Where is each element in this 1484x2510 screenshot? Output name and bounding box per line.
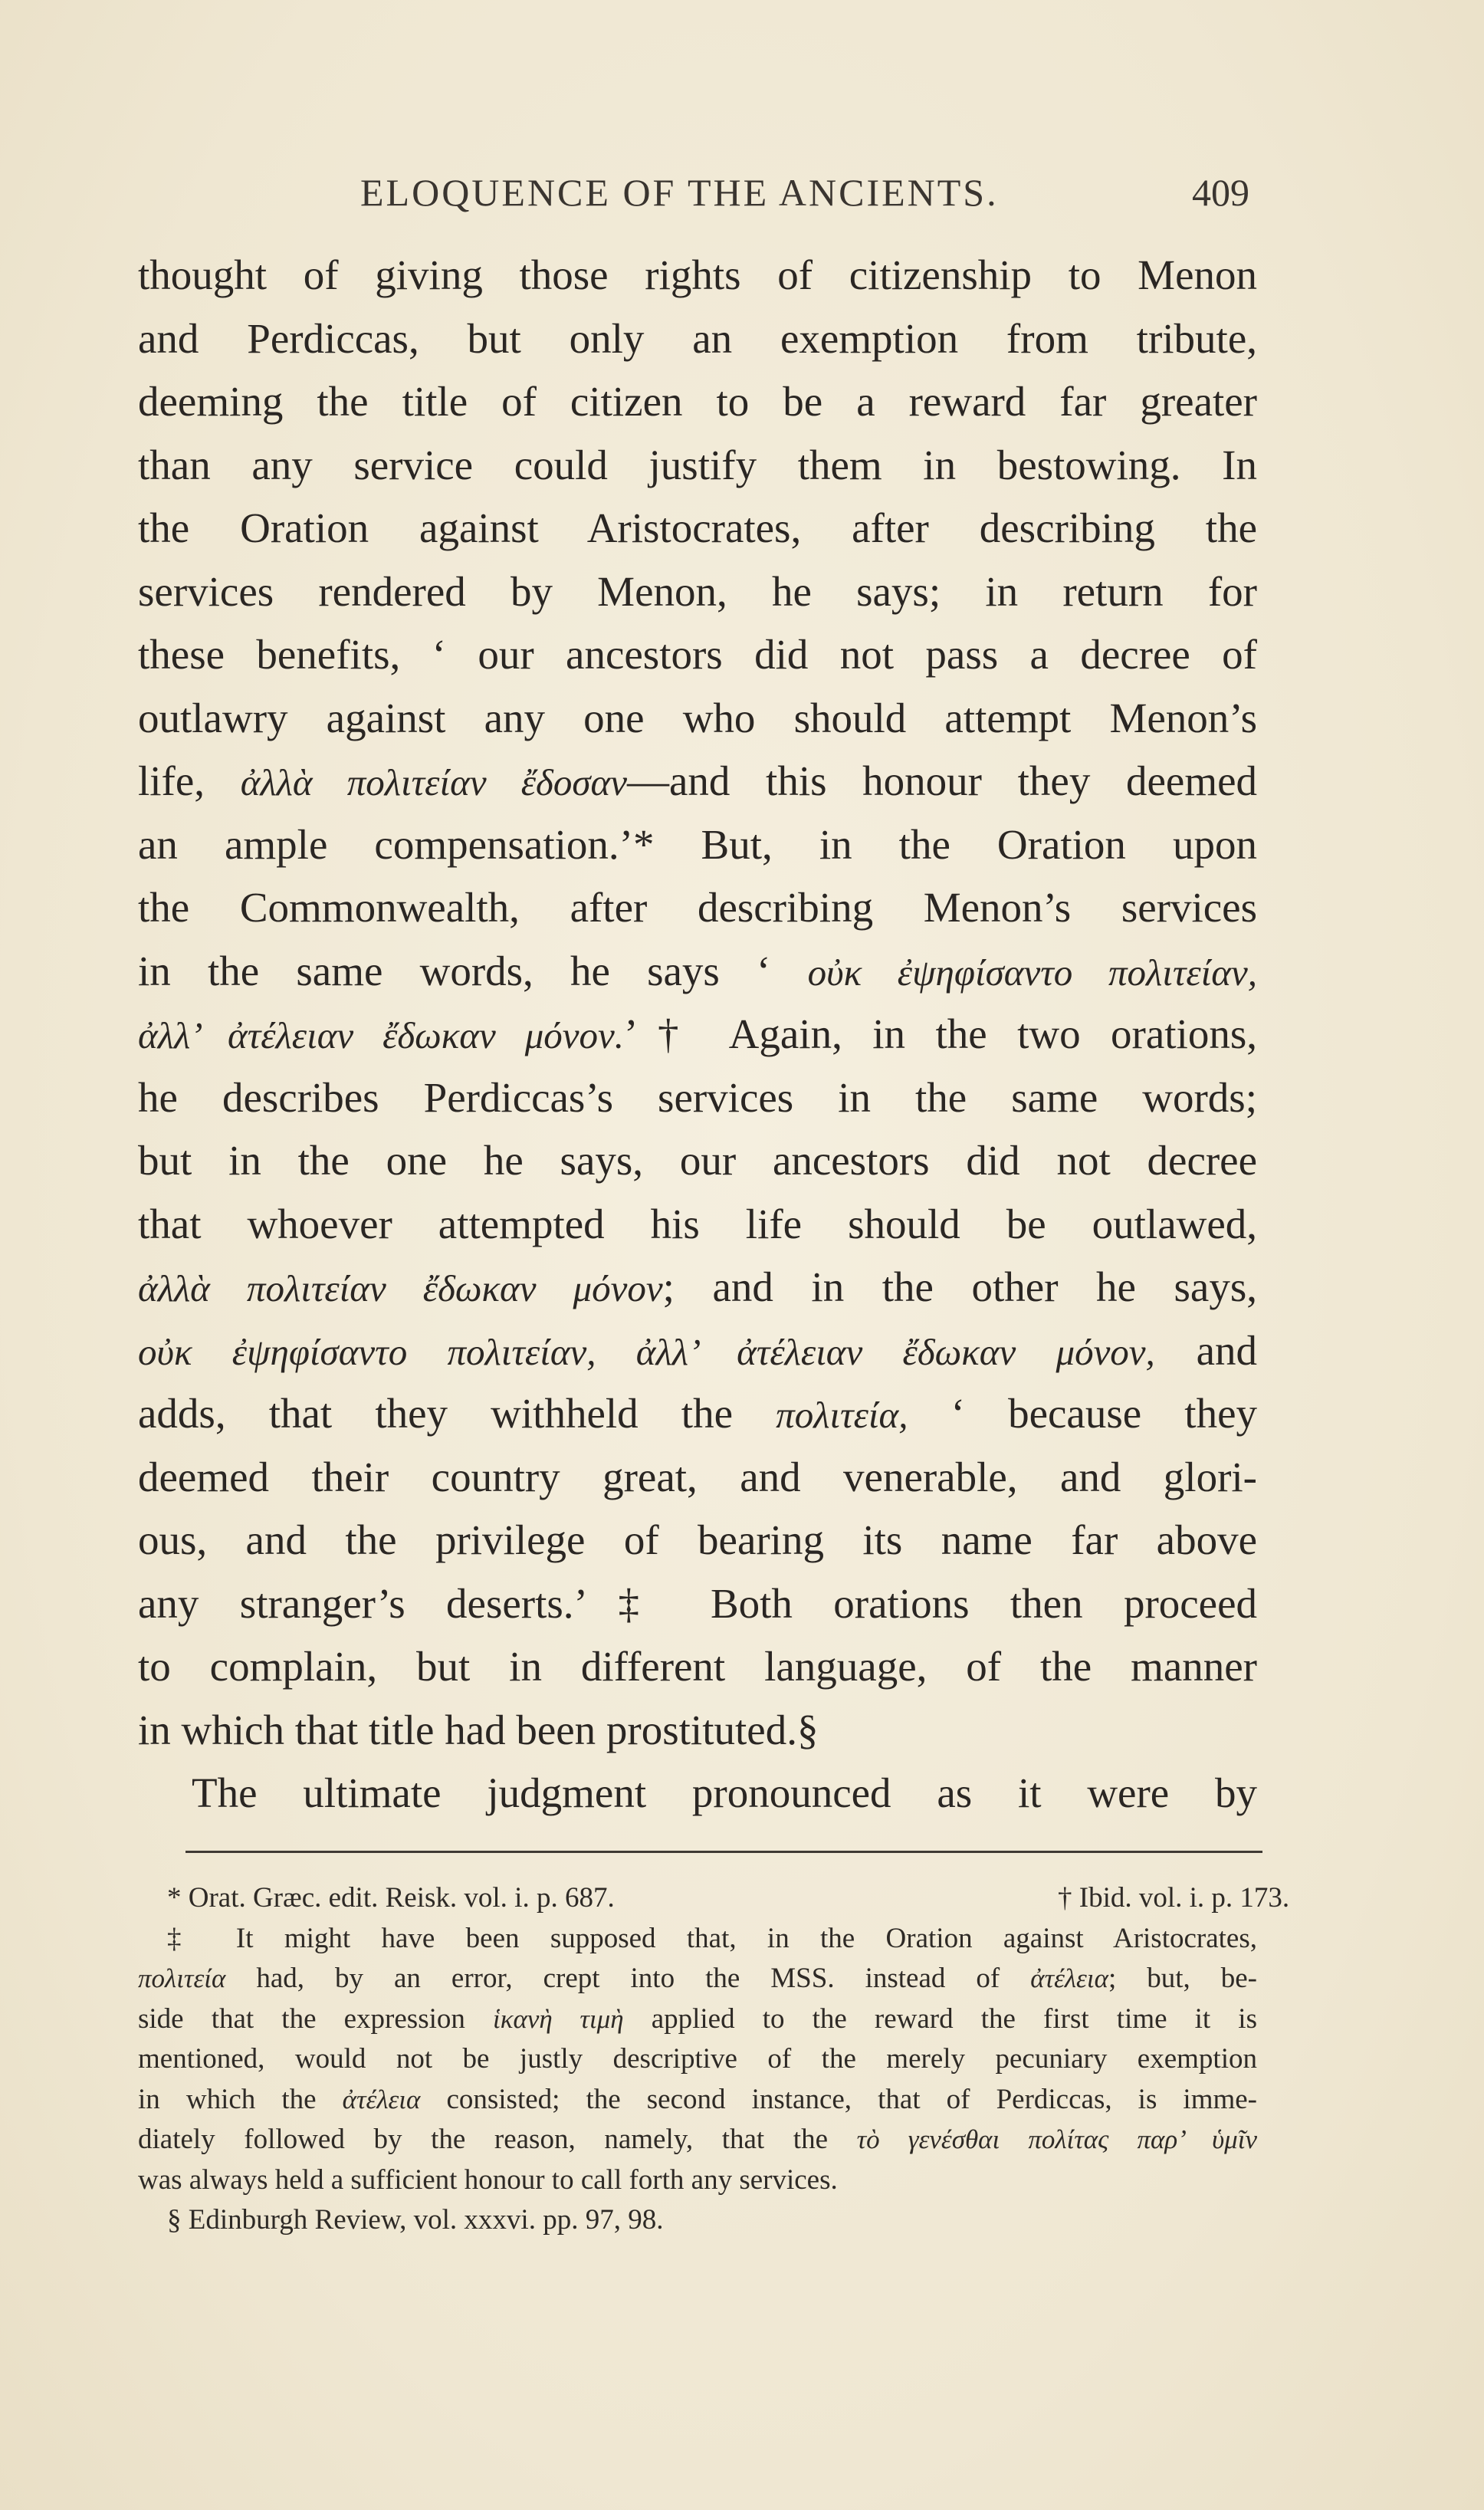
text-line: deeming the title of citizen to be a reward far greater [138,378,1257,425]
footnote-3: § Edinburgh Review, vol. xxxvi. pp. 97, 98. [167,2204,664,2236]
text-line: deemed their country great, and venerable, and glori- [138,1453,1257,1500]
text-line [138,1319,1257,1383]
text-span: in the same words, he says ‘ [138,947,771,994]
footnotes [138,1878,1290,2241]
text-line: The ultimate judgment pronounced as it were by [192,1769,1257,1816]
text-line: he describes Perdiccas’s services in the same words; [138,1073,1257,1121]
footnote-line: ‡ It might have been supposed that, in the Oration against Aristocrates, [167,1922,1257,1954]
greek-phrase: ἱκανὴ τιμὴ [492,2003,624,2034]
text-line: that whoever attempted his life should be outlawed, [138,1200,1257,1247]
running-head-title: ELOQUENCE OF THE ANCIENTS. [360,171,999,214]
greek-phrase: οὐκ ἐψηφίσαντο πολιτείαν, [807,951,1258,994]
text-line: to complain, but in different language, of the manner [138,1643,1257,1690]
text-span: ; but, be- [1108,1963,1257,1994]
greek-phrase: ἀλλ’ ἀτέλειαν ἔδωκαν μόνον. [138,1014,625,1056]
footnote-2: † Ibid. vol. i. p. 173. [1058,1882,1290,1914]
footnote-line [138,2120,1257,2160]
text-span: ‘ because they [908,1390,1257,1437]
text-line: the Commonwealth, after describing Menon’s services [138,884,1257,931]
text-span: adds, that they withheld the [138,1390,733,1437]
text-span: life, [138,757,205,804]
text-line: services rendered by Menon, he says; in return for [138,567,1257,615]
text-line: any stranger’s deserts.’‡ Both orations then proceed [138,1579,1257,1627]
footnote-rule [186,1851,1262,1853]
text-line [138,1003,1257,1066]
text-span: consisted; the second instance, that of Perdiccas, is imme- [420,2083,1257,2115]
text-line [138,1382,1257,1446]
footnote-line [138,1878,1290,1919]
text-line [138,940,1257,1004]
body-text [138,244,1257,1825]
footnote-1: * Orat. Græc. edit. Reisk. vol. i. p. 687. [167,1882,615,1914]
text-span: applied to the reward the first time it is [623,2002,1257,2035]
text-line: ous, and the privilege of bearing its name far above [138,1516,1257,1563]
text-line [138,1256,1257,1319]
text-line: these benefits, ‘ our ancestors did not pass a decree of [138,631,1257,678]
text-line: than any service could justify them in bestowing. In [138,441,1257,488]
text-line: outlawry against any one who should attempt Menon’s [138,694,1257,741]
page-number: 409 [1192,171,1249,214]
greek-phrase: πολιτεία, [776,1394,908,1436]
text-line: but in the one he says, our ancestors did not decree [138,1137,1257,1184]
greek-phrase: ἀλλὰ πολιτείαν ἔδωκαν μόνον [138,1267,663,1309]
text-span: side that the expression [138,2002,493,2035]
footnote-line: mentioned, would not be justly descriptive of the merely pecuniary exemption [138,2043,1257,2075]
text-line [138,750,1257,813]
greek-phrase: οὐκ ἐψηφίσαντο πολιτείαν, ἀλλ’ ἀτέλειαν ἔδωκαν μόνον, [138,1330,1155,1373]
text-line: and Perdiccas, but only an exemption from tribute, [138,314,1257,362]
text-span: and [1154,1326,1257,1374]
text-line: the Oration against Aristocrates, after describing the [138,504,1257,551]
footnote-line: was always held a sufficient honour to call forth any services. [138,2163,838,2196]
text-line: an ample compensation.’* But, in the Oration upon [138,820,1257,868]
text-span: ; and in the other he says, [662,1263,1257,1310]
greek-phrase: ἀτέλεια [342,2084,421,2114]
text-span: had, by an error, crept into the MSS. instead of [225,1963,1031,1994]
text-span: ’† Again, in the two orations, [624,1010,1257,1057]
text-span: diately followed by the reason, namely, that the [138,2124,857,2155]
footnote-line [138,1959,1257,1999]
text-span: in which the [138,2083,343,2115]
footnote-line [138,1999,1257,2040]
text-line: in which that title had been prostituted.§ [138,1706,819,1753]
greek-phrase: ἀλλὰ πολιτείαν ἔδοσαν [240,761,627,803]
text-line: thought of giving those rights of citizenship to Menon [138,251,1257,298]
text-span: —and this honour they deemed [626,757,1258,804]
footnote-line [138,2080,1257,2121]
greek-phrase: πολιτεία [138,1963,226,1993]
greek-phrase: τὸ γενέσθαι πολίτας παρ’ ὑμῖν [856,2124,1257,2154]
greek-phrase: ἀτέλεια [1030,1963,1108,1993]
